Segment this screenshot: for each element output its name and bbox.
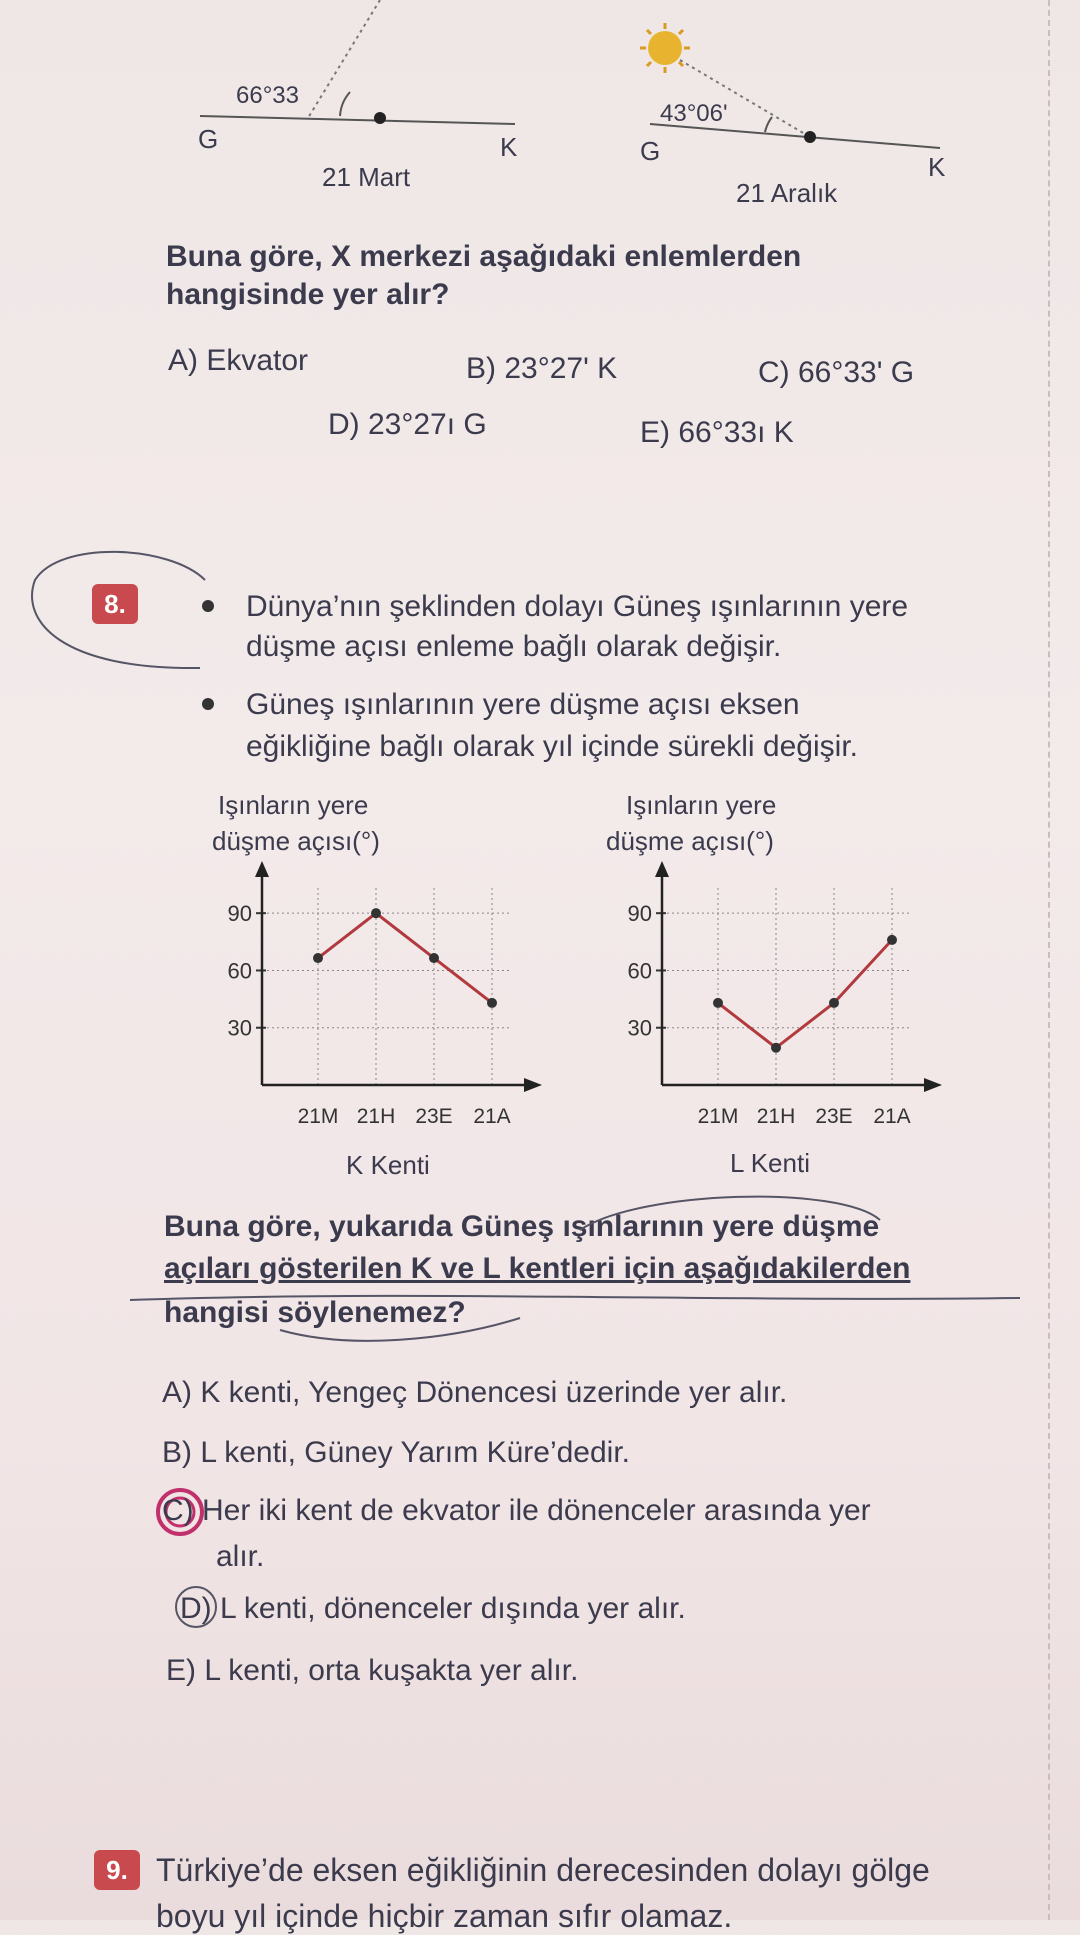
bullet-dot <box>202 600 214 612</box>
chart-l-series-line <box>718 940 892 1048</box>
q9-number-badge: 9. <box>94 1850 140 1890</box>
q7-option-b[interactable]: B) 23°27' K <box>466 352 618 385</box>
march-angle-label: 66°33 <box>236 82 299 109</box>
december-angle-label: 43°06' <box>660 100 728 127</box>
page-edge-dashed-line <box>1048 0 1050 1920</box>
chart-l-data-point <box>829 998 839 1008</box>
q7-option-e[interactable]: E) 66°33ı K <box>640 416 794 449</box>
chart-k-series-line <box>318 913 492 1003</box>
pen-scribble-marks <box>120 1190 1040 1360</box>
chart-k-ytick-label: 90 <box>227 901 252 927</box>
march-date-label: 21 Mart <box>322 162 411 192</box>
chart-l-xtick-label: 23E <box>815 1105 853 1125</box>
chart-k-x-axis-arrow <box>524 1078 542 1092</box>
chart-l-xtick-label: 21M <box>697 1105 739 1125</box>
march-south-label: G <box>198 124 219 154</box>
chart-k-data-point <box>487 998 497 1008</box>
chart-k-ytick-label: 60 <box>227 958 252 984</box>
q8-bullet1-line1: Dünya’nın şeklinden dolayı Güneş ışınlarının yere <box>246 590 909 623</box>
chart-l-ytick-label: 60 <box>627 958 652 984</box>
q8-question-line3: hangisi söylenemez? <box>164 1296 466 1329</box>
chart-k-xtick-label: 21H <box>356 1105 396 1125</box>
q8-bullet2-line1: Güneş ışınlarının yere düşme açısı eksen <box>246 688 800 721</box>
q7-option-a[interactable]: A) Ekvator <box>168 344 309 377</box>
chart-k-data-point <box>429 953 439 963</box>
chart-k-xtick-label: 23E <box>415 1105 453 1125</box>
chart-l-ylabel-line1: Işınların yere <box>626 790 777 820</box>
chart-k-plot <box>200 855 560 1125</box>
march-north-label: K <box>500 132 518 162</box>
chart-l-ytick-label: 30 <box>627 1015 652 1041</box>
chart-l-data-point <box>771 1043 781 1053</box>
chart-l-ylabel-line2: düşme açısı(°) <box>606 826 774 856</box>
chart-k-data-point <box>371 908 381 918</box>
december-north-label: K <box>928 152 946 182</box>
q8-option-e[interactable]: E) L kenti, orta kuşakta yer alır. <box>166 1654 579 1687</box>
chart-l-xlabel: L Kenti <box>730 1148 810 1178</box>
chart-l-y-axis-arrow <box>655 861 669 877</box>
q9-line1: Türkiye’de eksen eğikliğinin derecesinden dolayı gölge <box>156 1852 930 1888</box>
chart-l-data-point <box>713 998 723 1008</box>
chart-l-plot <box>600 855 960 1125</box>
q8-option-c-line1[interactable]: C) Her iki kent de ekvator ile dönenceler arasında yer <box>162 1494 871 1527</box>
chart-k-ytick-label: 30 <box>227 1015 252 1041</box>
bullet-dot <box>202 698 214 710</box>
q8-bullet2-line2: eğikliğine bağlı olarak yıl içinde sürekli değişir. <box>246 730 858 763</box>
chart-k-ylabel-line2: düşme açısı(°) <box>212 826 380 856</box>
q8-question-line1: Buna göre, yukarıda Güneş ışınlarının yere düşme <box>164 1210 880 1243</box>
q8-option-d[interactable]: D) L kenti, dönenceler dışında yer alır. <box>180 1592 686 1625</box>
chart-k-xtick-label: 21A <box>473 1105 511 1125</box>
chart-k-xtick-label: 21M <box>297 1105 339 1125</box>
q7-question-line1: Buna göre, X merkezi aşağıdaki enlemlerden <box>166 240 802 273</box>
q8-option-a[interactable]: A) K kenti, Yengeç Dönencesi üzerinde yer alır. <box>162 1376 788 1409</box>
chart-l-ytick-label: 90 <box>627 901 652 927</box>
q8-option-b[interactable]: B) L kenti, Güney Yarım Küre’dedir. <box>162 1436 631 1469</box>
q7-question-line2: hangisinde yer alır? <box>166 278 450 311</box>
q8-question-line2: açıları gösterilen K ve L kentleri için aşağıdakilerden <box>164 1252 911 1285</box>
q9-line2: boyu yıl içinde hiçbir zaman sıfır olamaz. <box>156 1898 733 1934</box>
q7-option-d[interactable]: D) 23°27ı G <box>328 408 487 441</box>
chart-k-data-point <box>313 953 323 963</box>
q8-option-c-line2: alır. <box>216 1540 265 1573</box>
december-date-label: 21 Aralık <box>736 178 838 208</box>
chart-l-xtick-label: 21H <box>756 1105 796 1125</box>
chart-k-ylabel-line1: Işınların yere <box>218 790 369 820</box>
q8-number-badge: 8. <box>92 584 138 624</box>
chart-l-xtick-label: 21A <box>873 1105 911 1125</box>
sun-icon <box>640 23 690 73</box>
chart-l-x-axis-arrow <box>924 1078 942 1092</box>
q8-bullet1-line2: düşme açısı enleme bağlı olarak değişir. <box>246 630 782 663</box>
q7-option-c[interactable]: C) 66°33' G <box>758 356 915 389</box>
chart-k-y-axis-arrow <box>255 861 269 877</box>
december-south-label: G <box>640 136 661 166</box>
chart-l-data-point <box>887 935 897 945</box>
chart-k-xlabel: K Kenti <box>346 1150 430 1180</box>
